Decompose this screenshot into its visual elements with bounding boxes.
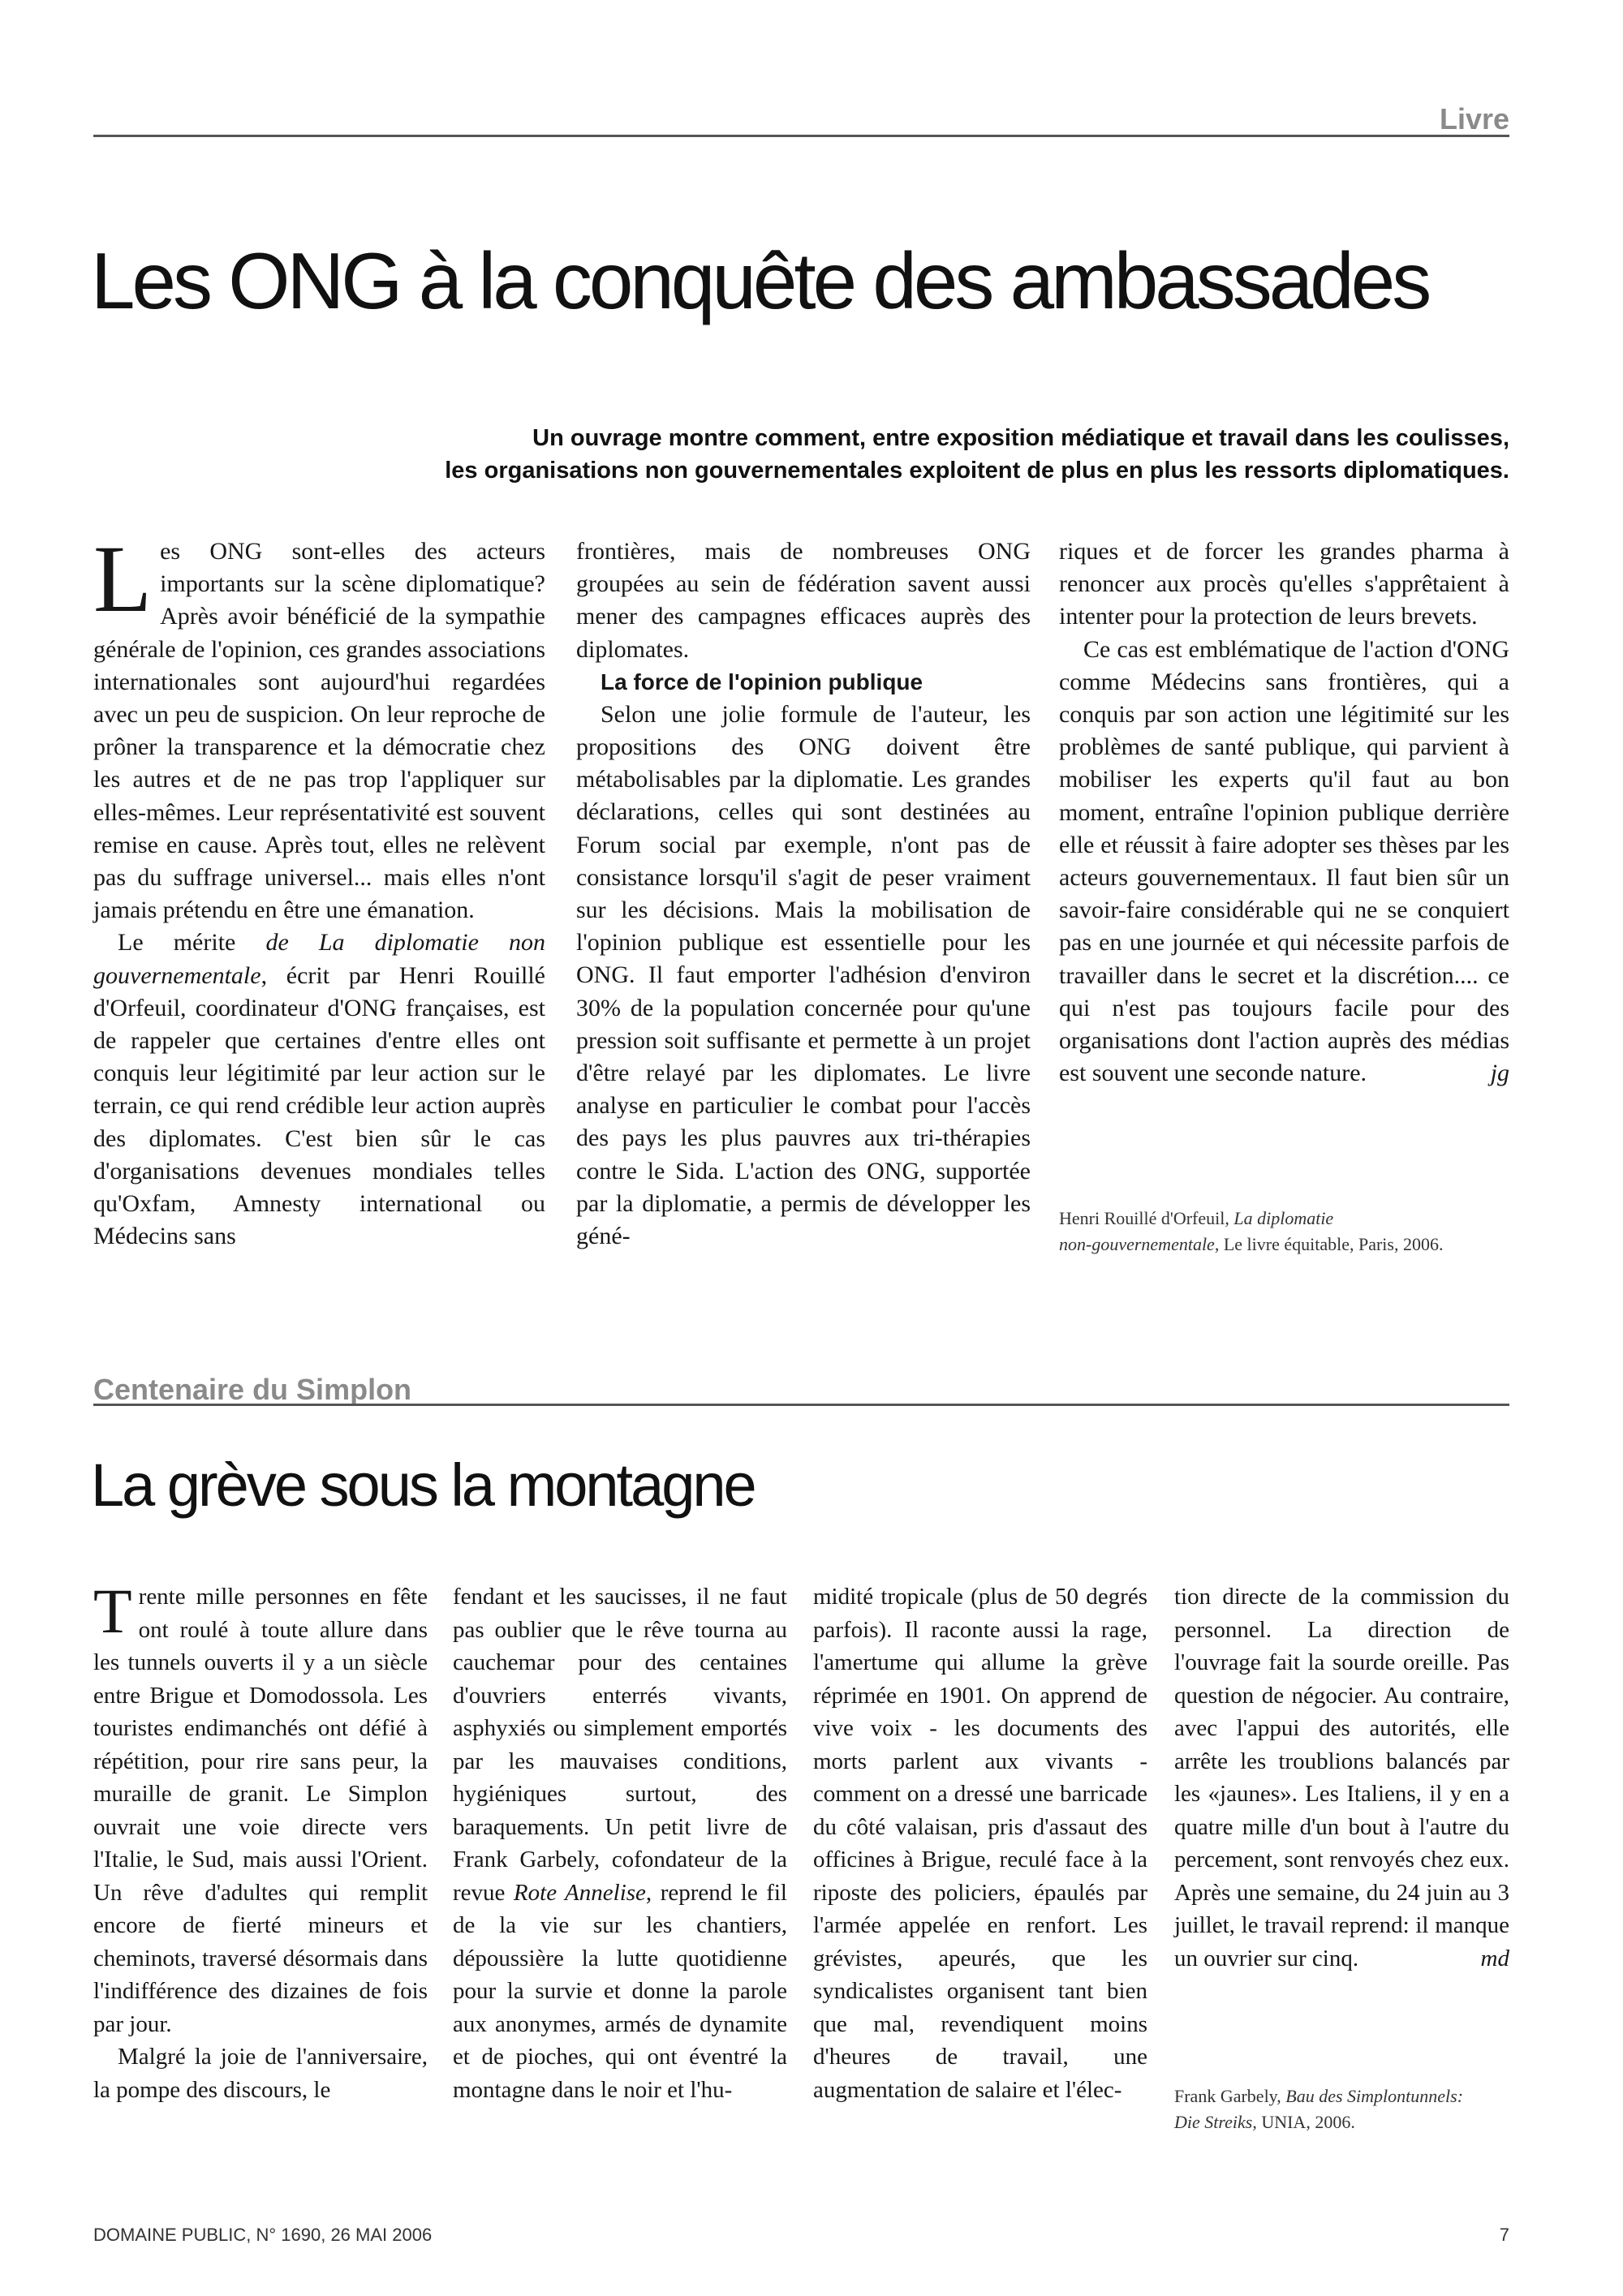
section-label-simplon: Centenaire du Simplon bbox=[93, 1373, 412, 1406]
section-rule-top bbox=[93, 135, 1509, 137]
greve-col2-text-a: fendant et les saucisses, il ne faut pas oublier que le rêve tourna au cauchemar pour des centaines d'ouvriers enterrés vivants, asphyxiés ou simplement emportés par les mauvaises conditions, hygiéniques surtout, des baraquements. Un petit livre de Frank Garbely, cofondateur de la revue bbox=[453, 1584, 787, 1906]
drop-cap-t: T bbox=[93, 1576, 132, 1646]
footer-publication-info: DOMAINE PUBLIC, N° 1690, 26 MAI 2006 bbox=[93, 2225, 433, 2245]
ong-col3-paragraph-1: riques et de forcer les grandes pharma à renoncer aux procès qu'elles s'apprêtaient à intenter pour la protection de leurs brevets. bbox=[1059, 538, 1509, 630]
greve-col4-paragraph-1 bbox=[1174, 1580, 1509, 1975]
article-subtitle-ong bbox=[130, 422, 1509, 487]
ong-subhead: La force de l'opinion publique bbox=[601, 669, 923, 694]
greve-col1-paragraph-1 bbox=[93, 1576, 428, 2040]
ong-col3-p2-text: Ce cas est emblématique de l'action d'ONG comme Médecins sans frontières, qui a conquis par son action une légitimité sur les problèmes de santé publique, qui parvient à mobiliser les experts qu'il faut au bon moment, entraîne l'opinion publique derrière elle et réussit à faire adopter ses thèses par les acteurs gouvernementaux. Il faut bien sûr un savoir-faire considérable qui ne se conquiert pas en une journée et qui nécessite parfois de travailler dans le secret et la discrétion.... ce qui n'est pas toujours facile pour des organisations dont l'action auprès des médias est souvent une seconde nature. bbox=[1059, 635, 1509, 1087]
ong-col1-paragraph-2 bbox=[93, 927, 545, 1253]
ong-col1-paragraph-1 bbox=[93, 526, 545, 927]
footer-page-number: 7 bbox=[1499, 2225, 1509, 2245]
ong-col2-paragraph-2: Selon une jolie formule de l'auteur, les propositions des ONG doivent être métabolisables par la diplomatie. Les grandes déclarations, celles qui sont destinées au Forum social par exemple, n'ont pas de consistance lorsqu'il s'agit de peser vraiment sur les décisions. Mais la mobilisation de l'opinion publique est essentielle pour les ONG. Il faut emporter l'adhésion d'environ 30% de la population concernée pour qu'une pression soit suffisante et permette à un projet d'être relayé par les diplomates. Le livre analyse en particulier le combat pour l'accès des pays les plus pauvres aux tri-thérapies contre le Sida. L'action des ONG, supportée par la diplomatie, a permis de développer les géné- bbox=[576, 700, 1031, 1250]
subtitle-line-2: les organisations non gouvernementales exploitent de plus en plus les ressorts diplomatiques. bbox=[445, 458, 1509, 484]
ong-column-2 bbox=[576, 535, 1031, 1253]
ong-col1-p2-text-a: Le mérite bbox=[118, 929, 266, 957]
ong-column-1 bbox=[93, 526, 545, 1253]
revue-title-italic: Rote Annelise bbox=[513, 1879, 646, 1906]
greve-col4-text: tion directe de la commission du personnel. La direction de l'ouvrage fait la sourde oreille. Pas question de négocier. Au contraire, avec l'appui des autorités, elle arrête les troublions balancés par les «jaunes». Les Italiens, il y en a quatre mille d'un bout à l'autre du percement, sont renvoyés chez eux. Après une semaine, du 24 juin au 3 juillet, le travail reprend: il manque un ouvrier sur cinq. bbox=[1174, 1584, 1509, 1971]
greve-column-2 bbox=[453, 1580, 787, 2106]
ref-author-greve: Frank Garbely, bbox=[1174, 2086, 1286, 2106]
greve-book-reference bbox=[1174, 2083, 1511, 2135]
ref-publisher-greve: , UNIA, 2006. bbox=[1252, 2112, 1355, 2132]
signature-md: md bbox=[1480, 1945, 1509, 1971]
drop-cap-l: L bbox=[93, 526, 153, 632]
book-title-italic: de La diplomatie non gouvernementale bbox=[93, 929, 545, 989]
ref-author-ong: Henri Rouillé d'Orfeuil, bbox=[1059, 1208, 1234, 1228]
ref-title-greve-1: Bau des Simplontunnels: bbox=[1285, 2086, 1464, 2106]
greve-col1-p1-text: rente mille personnes en fête ont roulé à toute allure dans les tunnels ouverts il y a un siècle entre Brigue et Domodossola. Les touristes endimanchés ont défié à répétition, pour rire sans peur, la muraille de granit. Le Simplon ouvrait une voie directe vers l'Italie, le Sud, mais aussi l'Orient. Un rêve d'adultes qui remplit encore de fierté mineurs et cheminots, traversé désormais dans l'indifférence des dizaines de fois par jour. bbox=[93, 1584, 428, 2037]
greve-col3-paragraph-1: midité tropicale (plus de 50 degrés parfois). Il raconte aussi la rage, l'amertume qui allume la grève réprimée en 1901. On apprend de vive voix - les documents des morts parlent aux vivants - comment on a dressé une barricade du côté valaisan, pris d'assaut des officines à Brigue, reculé face à la riposte des policiers, épaulés par l'armée appelée en renfort. Les grévistes, apeurés, que les syndicalistes organisent tant bien que mal, revendiquent moins d'heures de travail, une augmentation de salaire et l'élec- bbox=[813, 1584, 1147, 2103]
ong-col2-paragraph-1: frontières, mais de nombreuses ONG groupées au sein de fédération savent aussi mener des campagnes efficaces auprès des diplomates. bbox=[576, 538, 1031, 663]
signature-jg: jg bbox=[1490, 1060, 1509, 1087]
ref-publisher-ong: , Le livre équitable, Paris, 2006. bbox=[1214, 1234, 1444, 1254]
article-title-ong: Les ONG à la conquête des ambassades bbox=[91, 236, 1429, 325]
ref-title-greve-2: Die Streiks bbox=[1174, 2112, 1253, 2132]
ong-column-3 bbox=[1059, 535, 1509, 1090]
ong-col1-p2-text-b: , écrit par Henri Rouillé d'Orfeuil, coordinateur d'ONG françaises, est de rappeler que certaines d'entre elles ont conquis leur légitimité par leur action sur le terrain, ce qui rend crédible leur action auprès des diplomates. C'est bien sûr le cas d'organisations devenues mondiales telles qu'Oxfam, Amnesty international ou Médecins sans bbox=[93, 961, 545, 1250]
article-title-greve: La grève sous la montagne bbox=[91, 1451, 755, 1519]
ong-col1-p1-text: es ONG sont-elles des acteurs importants sur la scène diplomatique? Après avoir bénéficié de la sympathie générale de l'opinion, ces grandes associations internationales sont aujourd'hui regardées avec un peu de suspicion. On leur reproche de prôner la transparence et la démocratie chez les autres et de ne pas trop l'appliquer sur elles-mêmes. Leur représentativité est souvent remise en cause. Après tout, elles ne relèvent pas du suffrage universel... mais elles n'ont jamais prétendu en être une émanation. bbox=[93, 538, 545, 924]
section-label-livre: Livre bbox=[1439, 102, 1509, 135]
greve-column-4 bbox=[1174, 1580, 1509, 1975]
greve-col2-paragraph-1 bbox=[453, 1580, 787, 2106]
greve-col2-text-b: , reprend le fil de la vie sur les chantiers, dépoussière la lutte quotidienne pour la survie et donne la parole aux anonymes, armés de dynamite et de pioches, qui ont éventré la montagne dans le noir et l'hu- bbox=[453, 1879, 787, 2103]
section-rule-bottom bbox=[93, 1404, 1509, 1406]
ref-title-ong-2: non-gouvernementale bbox=[1059, 1234, 1215, 1254]
greve-col1-paragraph-2: Malgré la joie de l'anniversaire, la pompe des discours, le bbox=[93, 2044, 428, 2103]
ref-title-ong-1: La diplomatie bbox=[1233, 1208, 1334, 1228]
greve-column-3 bbox=[813, 1580, 1147, 2106]
subtitle-line-1: Un ouvrage montre comment, entre exposition médiatique et travail dans les coulisses, bbox=[532, 425, 1509, 451]
ong-book-reference bbox=[1059, 1206, 1513, 1258]
greve-column-1 bbox=[93, 1576, 428, 2106]
ong-col3-paragraph-2 bbox=[1059, 634, 1509, 1090]
